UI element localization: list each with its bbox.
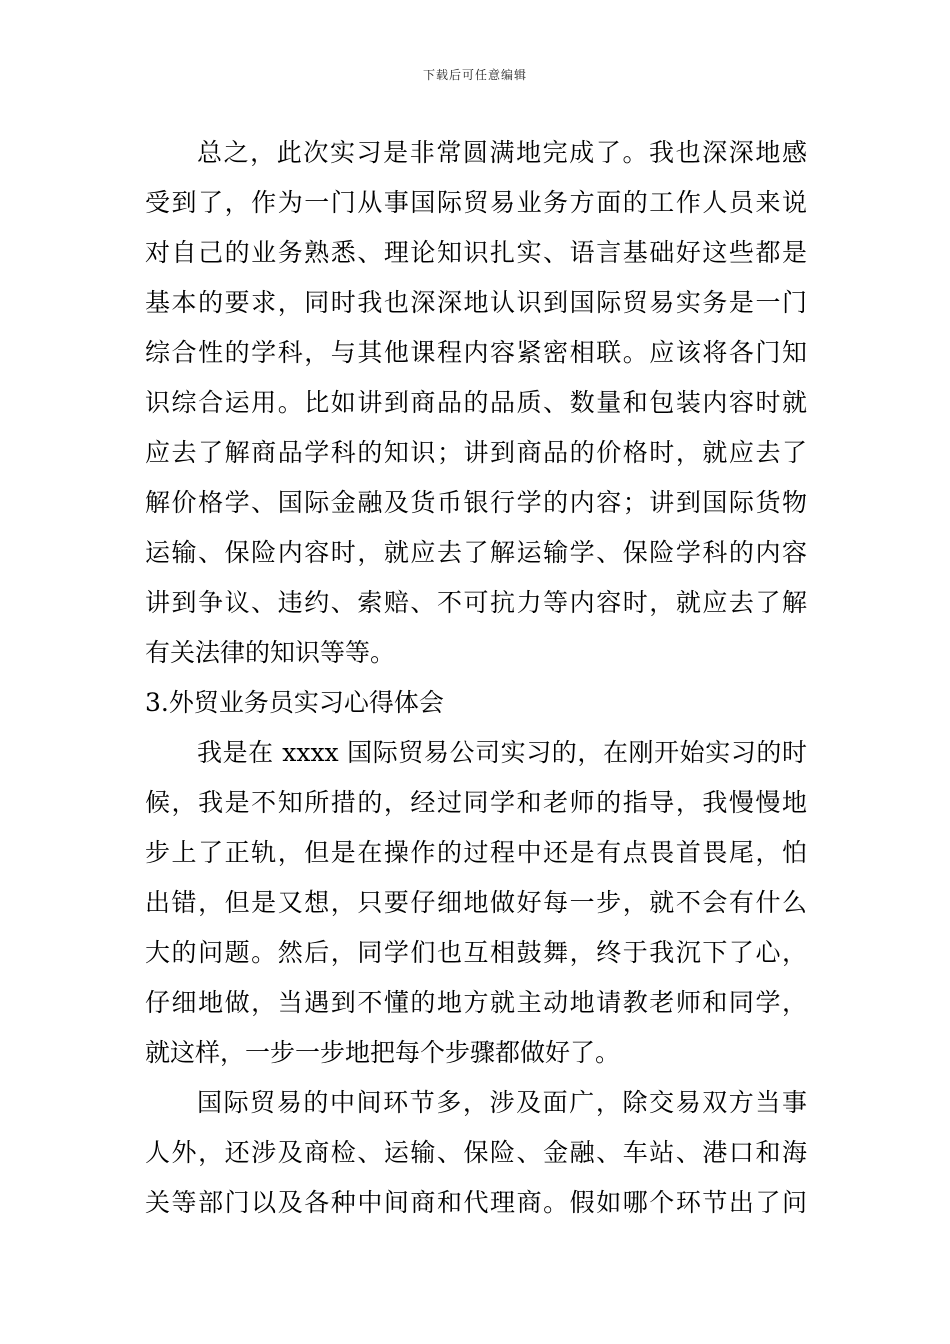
text-line: 关等部门以及各种中间商和代理商。假如哪个环节出了问 <box>145 1188 807 1217</box>
text-line: 总之，此次实习是非常圆满地完成了。我也深深地感 <box>197 138 807 167</box>
text-line: 人外，还涉及商检、运输、保险、金融、车站、港口和海 <box>145 1138 807 1167</box>
text-line: 步上了正轨，但是在操作的过程中还是有点畏首畏尾，怕 <box>145 838 807 867</box>
text-line: 我是在 xxxx 国际贸易公司实习的，在刚开始实习的时 <box>197 738 807 767</box>
text-line: 基本的要求，同时我也深深地认识到国际贸易实务是一门 <box>145 288 807 317</box>
text-line: 有关法律的知识等等。 <box>145 638 396 667</box>
text-line: 应去了解商品学科的知识；讲到商品的价格时，就应去了 <box>145 438 807 467</box>
page-header: 下载后可任意编辑 <box>422 68 527 82</box>
text-line: 运输、保险内容时，就应去了解运输学、保险学科的内容 <box>145 538 807 567</box>
text-line: 3.外贸业务员实习心得体会 <box>145 688 444 717</box>
text-line: 讲到争议、违约、索赔、不可抗力等内容时，就应去了解 <box>145 588 807 617</box>
text-line: 对自己的业务熟悉、理论知识扎实、语言基础好这些都是 <box>145 238 807 267</box>
text-line: 综合性的学科，与其他课程内容紧密相联。应该将各门知 <box>145 338 807 367</box>
text-line: 国际贸易的中间环节多，涉及面广，除交易双方当事 <box>197 1088 807 1117</box>
text-line: 仔细地做，当遇到不懂的地方就主动地请教老师和同学， <box>145 988 807 1017</box>
text-line: 候，我是不知所措的，经过同学和老师的指导，我慢慢地 <box>145 788 807 817</box>
text-line: 就这样，一步一步地把每个步骤都做好了。 <box>145 1038 621 1067</box>
text-line: 出错，但是又想，只要仔细地做好每一步，就不会有什么 <box>145 888 807 917</box>
text-line: 大的问题。然后，同学们也互相鼓舞，终于我沉下了心， <box>145 938 807 967</box>
text-line: 受到了，作为一门从事国际贸易业务方面的工作人员来说 <box>145 188 807 217</box>
text-line: 解价格学、国际金融及货币银行学的内容；讲到国际货物 <box>145 488 807 517</box>
text-line: 识综合运用。比如讲到商品的品质、数量和包装内容时就 <box>145 388 807 417</box>
document-body <box>145 128 807 1228</box>
